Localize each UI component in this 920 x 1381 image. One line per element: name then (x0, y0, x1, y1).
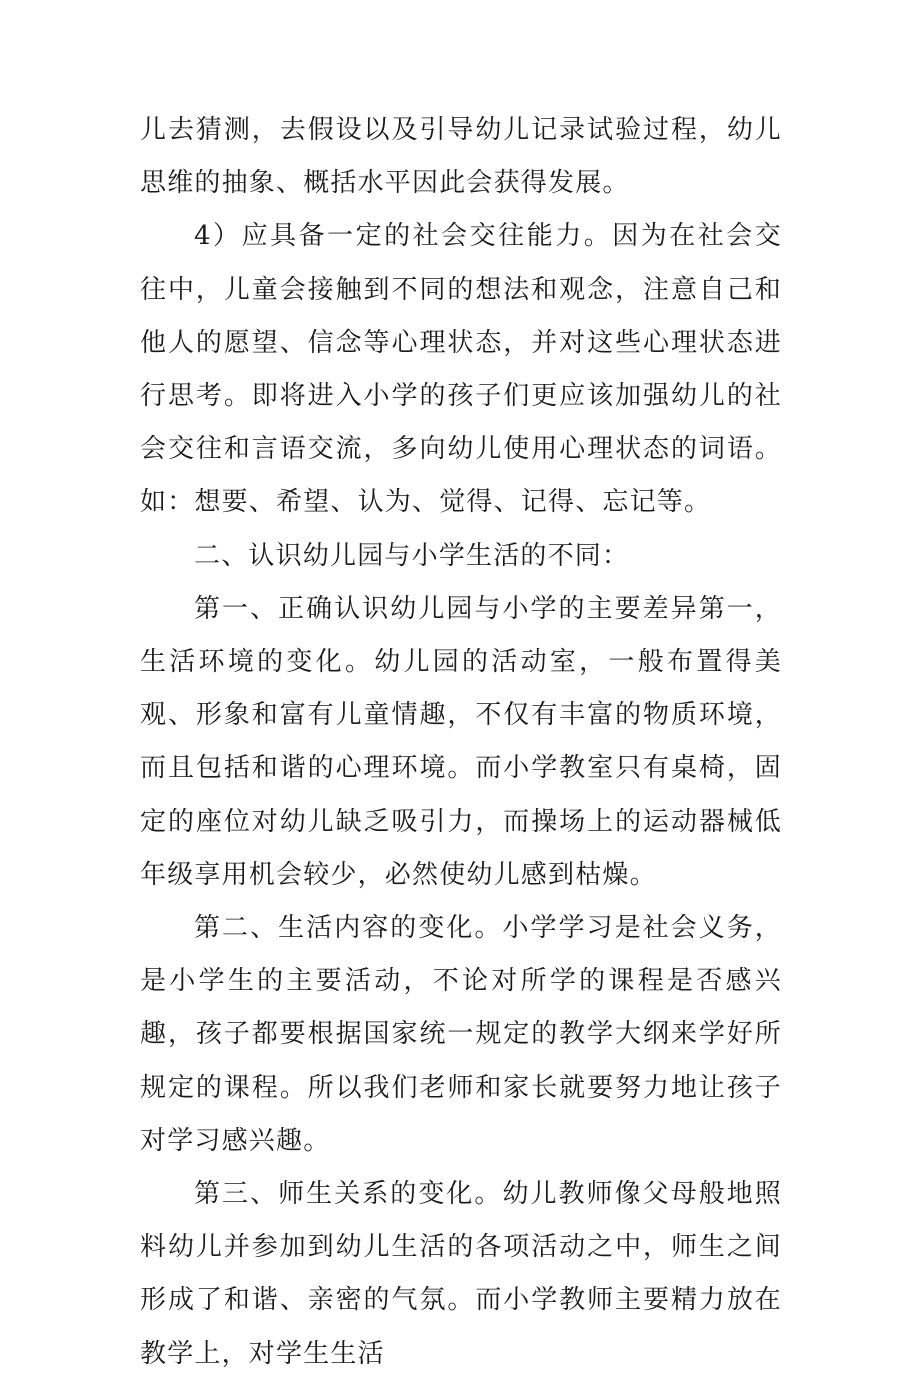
paragraph-social-skills: 4）应具备一定的社会交往能力。因为在社会交往中，儿童会接触到不同的想法和观念，注意自己和他人的愿望、信念等心理状态，并对这些心理状态进行思考。即将进入小学的孩子们更应该加强幼儿的社会交往和言语交流，多向幼儿使用心理状态的词语。如：想要、希望、认为、觉得、记得、忘记等。 (140, 221, 782, 518)
paragraph-content-change: 第二、生活内容的变化。小学学习是社会义务，是小学生的主要活动，不论对所学的课程是否感兴趣，孩子都要根据国家统一规定的教学大纲来学好所规定的课程。所以我们老师和家长就要努力地让孩子对学习感兴趣。 (140, 913, 782, 1156)
section-heading-differences: 二、认识幼儿园与小学生活的不同： (194, 540, 630, 571)
paragraph-teacher-relation: 第三、师生关系的变化。幼儿教师像父母般地照料幼儿并参加到幼儿生活的各项活动之中，师生之间形成了和谐、亲密的气氛。而小学教师主要精力放在教学上，对学生生活 (140, 1179, 782, 1369)
paragraph-environment-change: 第一、正确认识幼儿园与小学的主要差异第一，生活环境的变化。幼儿园的活动室，一般布置得美观、形象和富有儿童情趣，不仅有丰富的物质环境，而且包括和谐的心理环境。而小学教室只有桌椅，固定的座位对幼儿缺乏吸引力，而操场上的运动器械低年级享用机会较少，必然使幼儿感到枯燥。 (140, 593, 782, 890)
paragraph-continuation: 儿去猜测，去假设以及引导幼儿记录试验过程，幼儿思维的抽象、概括水平因此会获得发展。 (140, 115, 782, 199)
document-body (140, 104, 782, 1381)
